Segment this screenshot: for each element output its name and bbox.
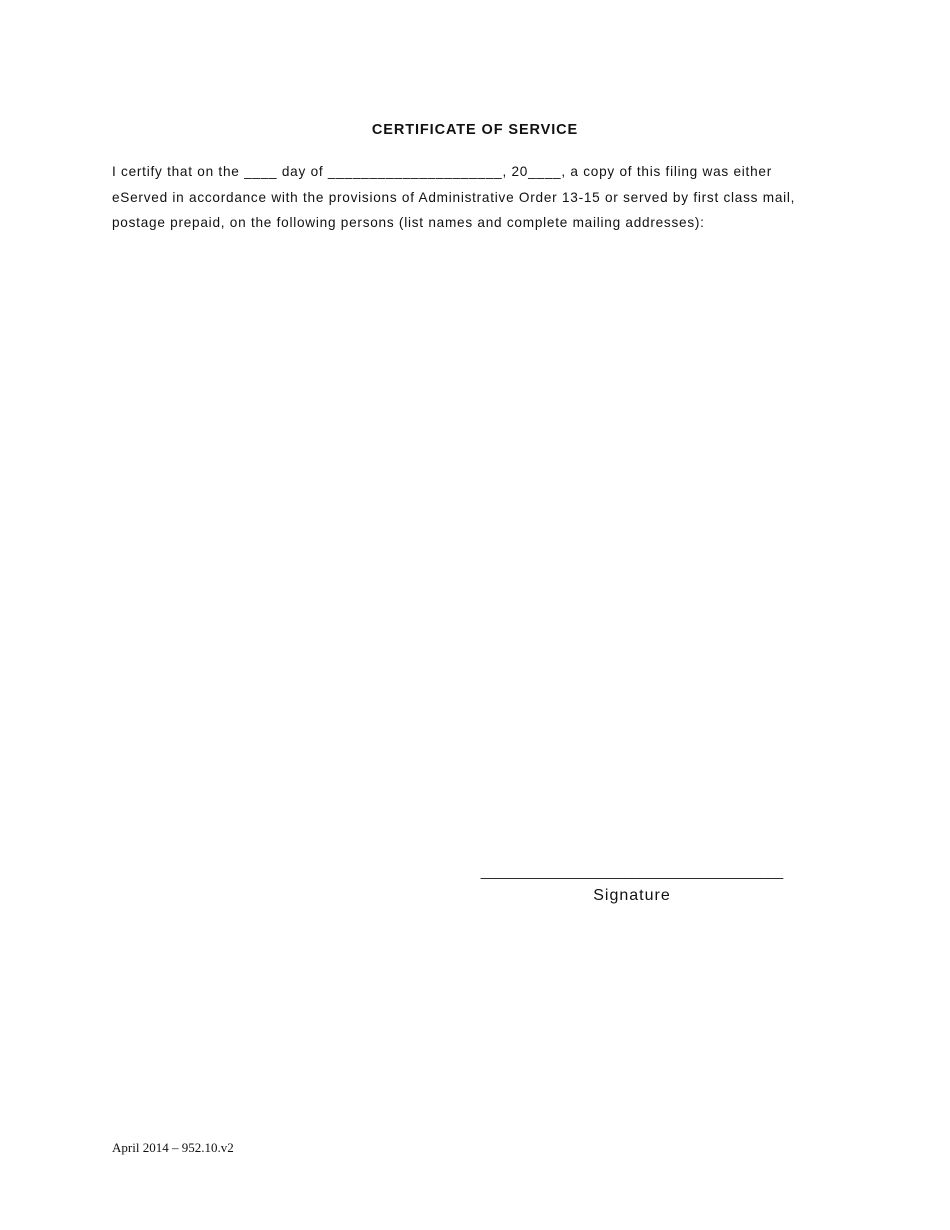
certification-line-3: postage prepaid, on the following persons (list names and complete mailing addresses): xyxy=(112,215,705,230)
certification-paragraph xyxy=(112,159,842,236)
signature-line: ________________________________________ xyxy=(480,864,784,879)
signature-block xyxy=(460,864,804,906)
signature-label: Signature xyxy=(593,887,671,904)
certification-line-1: I certify that on the ____ day of _____________________, 20____, a copy of this filing was either xyxy=(112,164,772,179)
certification-line-2: eServed in accordance with the provisions of Administrative Order 13-15 or served by first class mail, xyxy=(112,189,796,205)
form-version-footer: April 2014 – 952.10.v2 xyxy=(112,1140,234,1155)
document-title: CERTIFICATE OF SERVICE xyxy=(371,122,579,138)
